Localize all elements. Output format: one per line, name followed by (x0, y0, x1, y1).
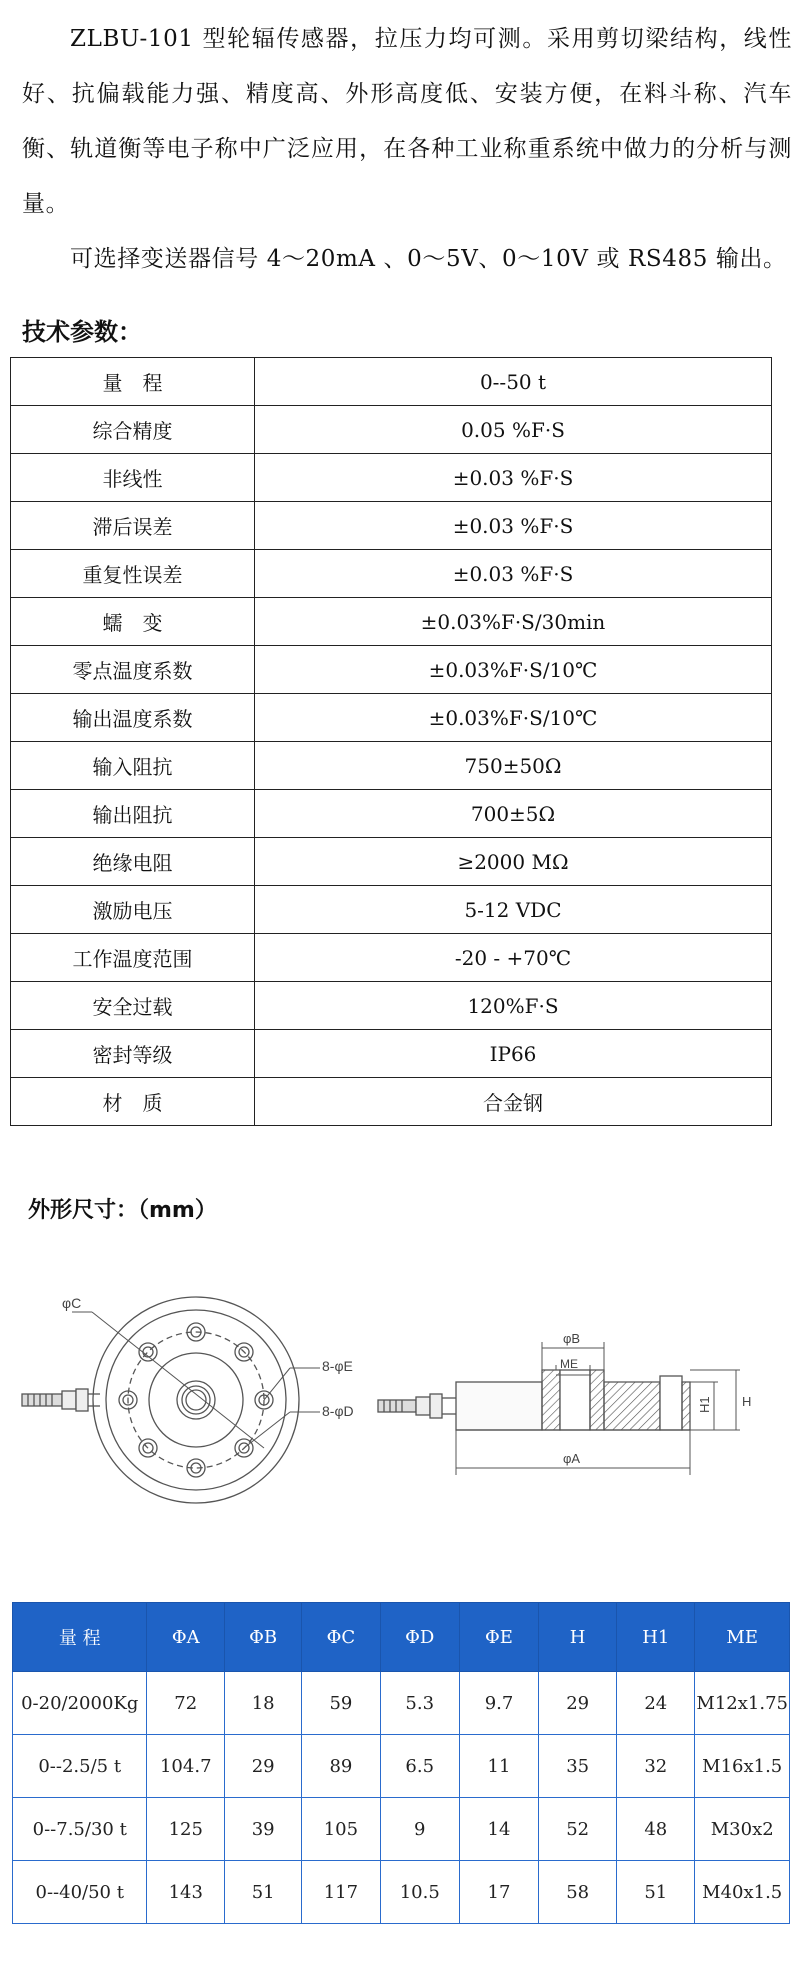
col-phi-e: ΦE (459, 1603, 538, 1672)
spec-label: 密封等级 (11, 1030, 255, 1078)
dimensions-row (13, 1672, 790, 1735)
spec-label: 量 程 (11, 358, 255, 406)
cell-phi-e: 9.7 (459, 1672, 538, 1735)
specs-heading: 技术参数： (22, 318, 142, 346)
cell-h1: 24 (617, 1672, 695, 1735)
cell-h: 52 (539, 1798, 617, 1861)
cell-phi-c: 59 (302, 1672, 380, 1735)
label-holes-d: 8-φD (322, 1403, 354, 1419)
cell-phi-d: 6.5 (380, 1735, 459, 1798)
spec-row (11, 790, 772, 838)
spec-label: 输出阻抗 (11, 790, 255, 838)
spec-row (11, 1078, 772, 1126)
cable-left (22, 1389, 100, 1411)
cable-right (378, 1394, 456, 1418)
cell-phi-a: 143 (147, 1861, 225, 1924)
spec-row (11, 1030, 772, 1078)
col-me: ME (695, 1603, 790, 1672)
spec-value: 750±50Ω (255, 742, 772, 790)
spec-row (11, 838, 772, 886)
spec-value: ±0.03 %F·S (255, 550, 772, 598)
cell-h1: 51 (617, 1861, 695, 1924)
cell-phi-e: 11 (459, 1735, 538, 1798)
intro-paragraph-1: ZLBU-101 型轮辐传感器，拉压力均可测。采用剪切梁结构，线性好、抗偏载能力强、精度高、外形高度低、安装方便，在料斗称、汽车衡、轨道衡等电子称中广泛应用，在各种工业称重系统中做力的分析与测量。 (22, 26, 792, 217)
cell-range: 0--40/50 t (13, 1861, 147, 1924)
cell-phi-c: 117 (302, 1861, 380, 1924)
label-phi-b: φB (563, 1331, 581, 1346)
mounting-holes (119, 1323, 273, 1477)
spec-row (11, 934, 772, 982)
dimensions-heading: 外形尺寸：（mm） (28, 1198, 217, 1223)
col-phi-d: ΦD (380, 1603, 459, 1672)
spec-row (11, 550, 772, 598)
spec-value: ±0.03%F·S/30min (255, 598, 772, 646)
label-me: ME (560, 1357, 578, 1371)
label-phi-a: φA (563, 1451, 581, 1466)
cell-phi-e: 17 (459, 1861, 538, 1924)
spec-value: 0--50 t (255, 358, 772, 406)
spec-label: 安全过载 (11, 982, 255, 1030)
spec-label: 激励电压 (11, 886, 255, 934)
spec-label: 工作温度范围 (11, 934, 255, 982)
cell-h1: 48 (617, 1798, 695, 1861)
spec-value: IP66 (255, 1030, 772, 1078)
cell-phi-a: 125 (147, 1798, 225, 1861)
col-phi-c: ΦC (302, 1603, 380, 1672)
label-phi-c: φC (62, 1295, 82, 1311)
spec-value: 5-12 VDC (255, 886, 772, 934)
spec-value: 700±5Ω (255, 790, 772, 838)
intro-paragraph-2: 可选择变送器信号 4～20mA 、0～5V、0～10V 或 RS485 输出。 (70, 246, 787, 272)
dimensions-table (12, 1602, 790, 1924)
spec-value: 120%F·S (255, 982, 772, 1030)
cell-phi-a: 72 (147, 1672, 225, 1735)
cell-phi-b: 39 (225, 1798, 302, 1861)
cell-h: 58 (539, 1861, 617, 1924)
col-range: 量 程 (13, 1603, 147, 1672)
spec-value: ±0.03%F·S/10℃ (255, 646, 772, 694)
side-view (378, 1342, 740, 1475)
cell-phi-c: 89 (302, 1735, 380, 1798)
spec-label: 零点温度系数 (11, 646, 255, 694)
col-phi-a: ΦA (147, 1603, 225, 1672)
cell-phi-d: 10.5 (380, 1861, 459, 1924)
dimensions-row (13, 1798, 790, 1861)
spec-value: 合金钢 (255, 1078, 772, 1126)
cell-me: M30x2 (695, 1798, 790, 1861)
dimensions-row (13, 1735, 790, 1798)
spec-row (11, 598, 772, 646)
spec-row (11, 694, 772, 742)
cell-h: 35 (539, 1735, 617, 1798)
cell-phi-d: 9 (380, 1798, 459, 1861)
spec-value: ±0.03 %F·S (255, 454, 772, 502)
cell-phi-b: 29 (225, 1735, 302, 1798)
dimensions-header-row (13, 1603, 790, 1672)
intro-text (22, 12, 792, 287)
cell-range: 0--2.5/5 t (13, 1735, 147, 1798)
dimensions-row (13, 1861, 790, 1924)
col-phi-b: ΦB (225, 1603, 302, 1672)
specs-table (10, 357, 772, 1126)
cell-h1: 32 (617, 1735, 695, 1798)
spec-row (11, 646, 772, 694)
cell-h: 29 (539, 1672, 617, 1735)
spec-label: 材 质 (11, 1078, 255, 1126)
dimension-drawing (0, 1270, 800, 1540)
label-h1: H1 (697, 1396, 712, 1413)
cell-me: M16x1.5 (695, 1735, 790, 1798)
col-h: H (539, 1603, 617, 1672)
col-h1: H1 (617, 1603, 695, 1672)
spec-value: ±0.03%F·S/10℃ (255, 694, 772, 742)
cell-phi-c: 105 (302, 1798, 380, 1861)
spec-row (11, 454, 772, 502)
spec-label: 绝缘电阻 (11, 838, 255, 886)
spec-row (11, 406, 772, 454)
spec-value: ≥2000 MΩ (255, 838, 772, 886)
spec-label: 输出温度系数 (11, 694, 255, 742)
spec-row (11, 982, 772, 1030)
spec-label: 输入阻抗 (11, 742, 255, 790)
cell-phi-e: 14 (459, 1798, 538, 1861)
label-h: H (742, 1394, 752, 1409)
spec-value: 0.05 %F·S (255, 406, 772, 454)
spec-row (11, 886, 772, 934)
front-view (22, 1297, 320, 1503)
label-holes-e: 8-φE (322, 1358, 353, 1374)
cell-phi-d: 5.3 (380, 1672, 459, 1735)
cell-range: 0--7.5/30 t (13, 1798, 147, 1861)
cell-me: M40x1.5 (695, 1861, 790, 1924)
cell-phi-b: 18 (225, 1672, 302, 1735)
cell-phi-b: 51 (225, 1861, 302, 1924)
spec-row (11, 742, 772, 790)
cell-me: M12x1.75 (695, 1672, 790, 1735)
spec-label: 滞后误差 (11, 502, 255, 550)
spec-label: 非线性 (11, 454, 255, 502)
spec-row (11, 358, 772, 406)
spec-value: -20 - +70℃ (255, 934, 772, 982)
spec-label: 蠕 变 (11, 598, 255, 646)
spec-label: 综合精度 (11, 406, 255, 454)
cell-range: 0-20/2000Kg (13, 1672, 147, 1735)
spec-row (11, 502, 772, 550)
spec-value: ±0.03 %F·S (255, 502, 772, 550)
cell-phi-a: 104.7 (147, 1735, 225, 1798)
spec-label: 重复性误差 (11, 550, 255, 598)
